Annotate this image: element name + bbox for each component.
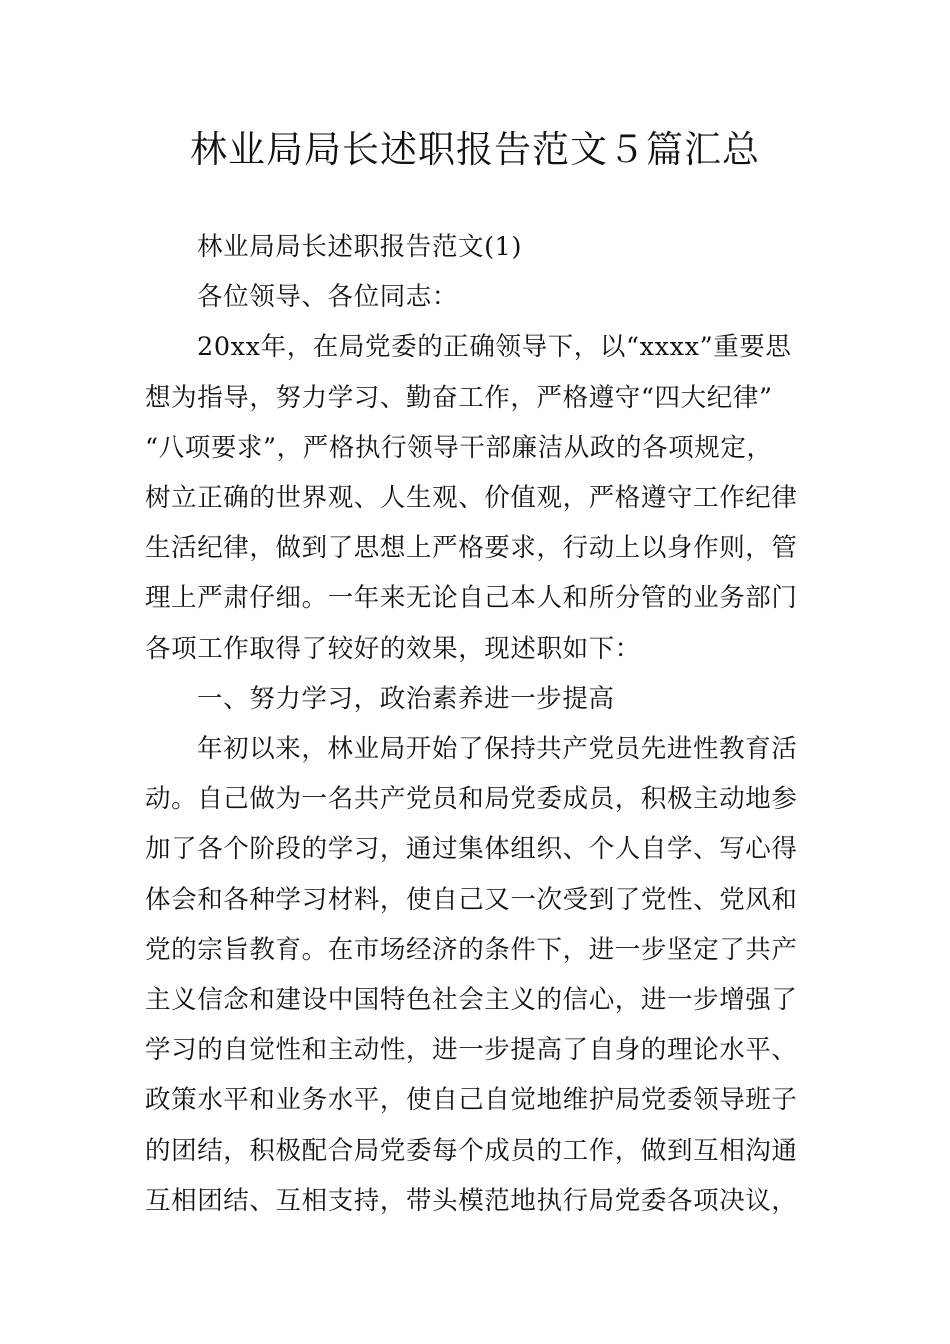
section-heading [145, 674, 809, 724]
text-line: 理上严肃仔细。一年来无论自己本人和所分管的业务部门 [145, 583, 798, 614]
text-line: 20xx年，在局党委的正确领导下，以“xxxx”重要思 [197, 332, 792, 363]
paragraph-subtitle [145, 222, 809, 272]
text-line: 政策水平和业务水平，使自己自觉地维护局党委领导班子 [145, 1085, 798, 1116]
text-line: 林业局局长述职报告范文(1) [197, 232, 523, 262]
text-line: 学习的自觉性和主动性，进一步提高了自身的理论水平、 [145, 1035, 798, 1066]
text-line: 的团结，积极配合局党委每个成员的工作，做到互相沟通 [145, 1135, 798, 1166]
text-line: “八项要求”，严格执行领导干部廉洁从政的各项规定， [145, 432, 773, 463]
text-line: 年初以来，林业局开始了保持共产党员先进性教育活 [197, 734, 798, 765]
text-line: 党的宗旨教育。在市场经济的条件下，进一步坚定了共产 [145, 934, 798, 965]
text-line: 生活纪律，做到了思想上严格要求，行动上以身作则，管 [145, 533, 798, 564]
paragraph-salutation [145, 272, 809, 322]
text-line: 各位领导、各位同志： [197, 282, 459, 313]
text-line: 树立正确的世界观、人生观、价值观，严格遵守工作纪律 [145, 483, 798, 514]
text-line: 想为指导，努力学习、勤奋工作，严格遵守“四大纪律” [145, 382, 773, 413]
text-line: 加了各个阶段的学习，通过集体组织、个人自学、写心得 [145, 834, 798, 865]
text-line: 一、努力学习，政治素养进一步提高 [197, 683, 615, 714]
paragraph-study [145, 724, 809, 1226]
text-line: 体会和各种学习材料，使自己又一次受到了党性、党风和 [145, 884, 798, 915]
text-line: 动。自己做为一名共产党员和局党委成员，积极主动地参 [145, 784, 798, 815]
document-body [145, 222, 809, 1226]
text-line: 各项工作取得了较好的效果，现述职如下： [145, 633, 641, 664]
paragraph-intro [145, 322, 809, 673]
document-title: 林业局局长述职报告范文５篇汇总 [190, 128, 760, 171]
text-line: 主义信念和建设中国特色社会主义的信心，进一步增强了 [145, 985, 798, 1016]
text-line: 互相团结、互相支持，带头模范地执行局党委各项决议， [145, 1185, 798, 1216]
